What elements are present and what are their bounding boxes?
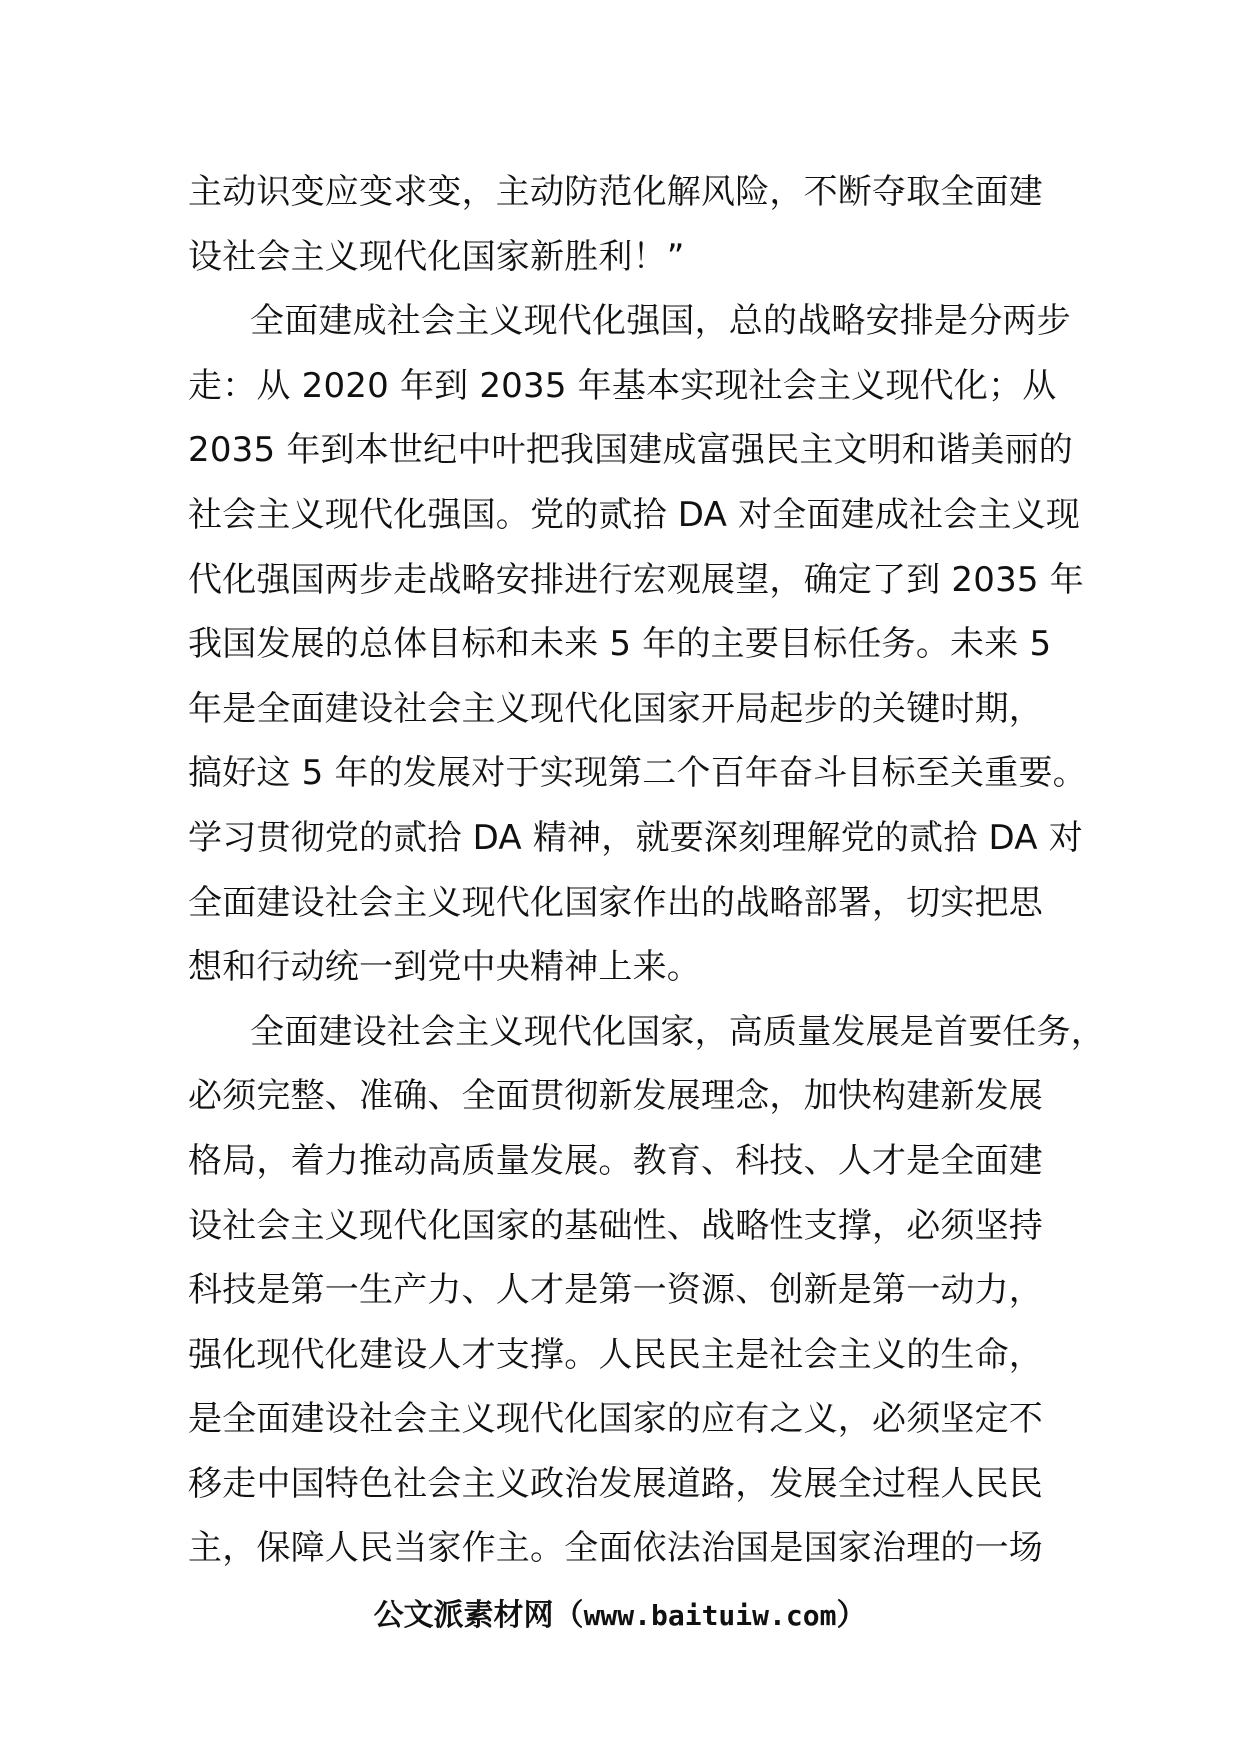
document-body bbox=[188, 160, 1105, 1581]
text-line: 强化现代化建设人才支撑。人民民主是社会主义的生命， bbox=[188, 1334, 1043, 1375]
text-line: 年是全面建设社会主义现代化国家开局起步的关键时期， bbox=[188, 688, 1043, 729]
text-line: 全面建设社会主义现代化国家作出的战略部署，切实把思 bbox=[188, 882, 1043, 923]
text-line: 是全面建设社会主义现代化国家的应有之义，必须坚定不 bbox=[188, 1399, 1043, 1440]
footer-close-paren: ） bbox=[836, 1598, 867, 1633]
text-line: 搞好这 5 年的发展对于实现第二个百年奋斗目标至关重要。 bbox=[188, 753, 1087, 794]
text-line: 我国发展的总体目标和未来 5 年的主要目标任务。未来 5 bbox=[188, 624, 1052, 665]
text-line: 设社会主义现代化国家新胜利！” bbox=[188, 236, 685, 277]
text-line: 2035 年到本世纪中叶把我国建成富强民主文明和谐美丽的 bbox=[188, 430, 1073, 471]
paragraph-start-line: 全面建成社会主义现代化强国，总的战略安排是分两步 bbox=[250, 301, 1071, 342]
text-line: 代化强国两步走战略安排进行宏观展望，确定了到 2035 年 bbox=[188, 559, 1084, 600]
text-line: 设社会主义现代化国家的基础性、战略性支撑，必须坚持 bbox=[188, 1205, 1043, 1246]
text-line: 想和行动统一到党中央精神上来。 bbox=[188, 947, 701, 988]
text-line: 主，保障人民当家作主。全面依法治国是国家治理的一场 bbox=[188, 1528, 1043, 1569]
text-line: 移走中国特色社会主义政治发展道路，发展全过程人民民 bbox=[188, 1463, 1043, 1504]
text-line: 格局，着力推动高质量发展。教育、科技、人才是全面建 bbox=[188, 1140, 1043, 1181]
footer-url-link[interactable]: www.baituiw.com bbox=[583, 1599, 837, 1632]
text-line: 走：从 2020 年到 2035 年基本实现社会主义现代化；从 bbox=[188, 365, 1057, 406]
text-line: 必须完整、准确、全面贯彻新发展理念，加快构建新发展 bbox=[188, 1076, 1043, 1117]
footer-site-name: 公文派素材网（ bbox=[373, 1598, 584, 1633]
paragraph-start-line: 全面建设社会主义现代化国家，高质量发展是首要任务， bbox=[250, 1011, 1105, 1052]
page-footer bbox=[0, 1596, 1240, 1636]
text-line: 科技是第一生产力、人才是第一资源、创新是第一动力， bbox=[188, 1270, 1043, 1311]
text-line: 学习贯彻党的贰拾 DA 精神，就要深刻理解党的贰拾 DA 对 bbox=[188, 817, 1083, 858]
text-line: 社会主义现代化强国。党的贰拾 DA 对全面建成社会主义现 bbox=[188, 494, 1081, 535]
text-line: 主动识变应变求变，主动防范化解风险，不断夺取全面建 bbox=[188, 172, 1043, 212]
